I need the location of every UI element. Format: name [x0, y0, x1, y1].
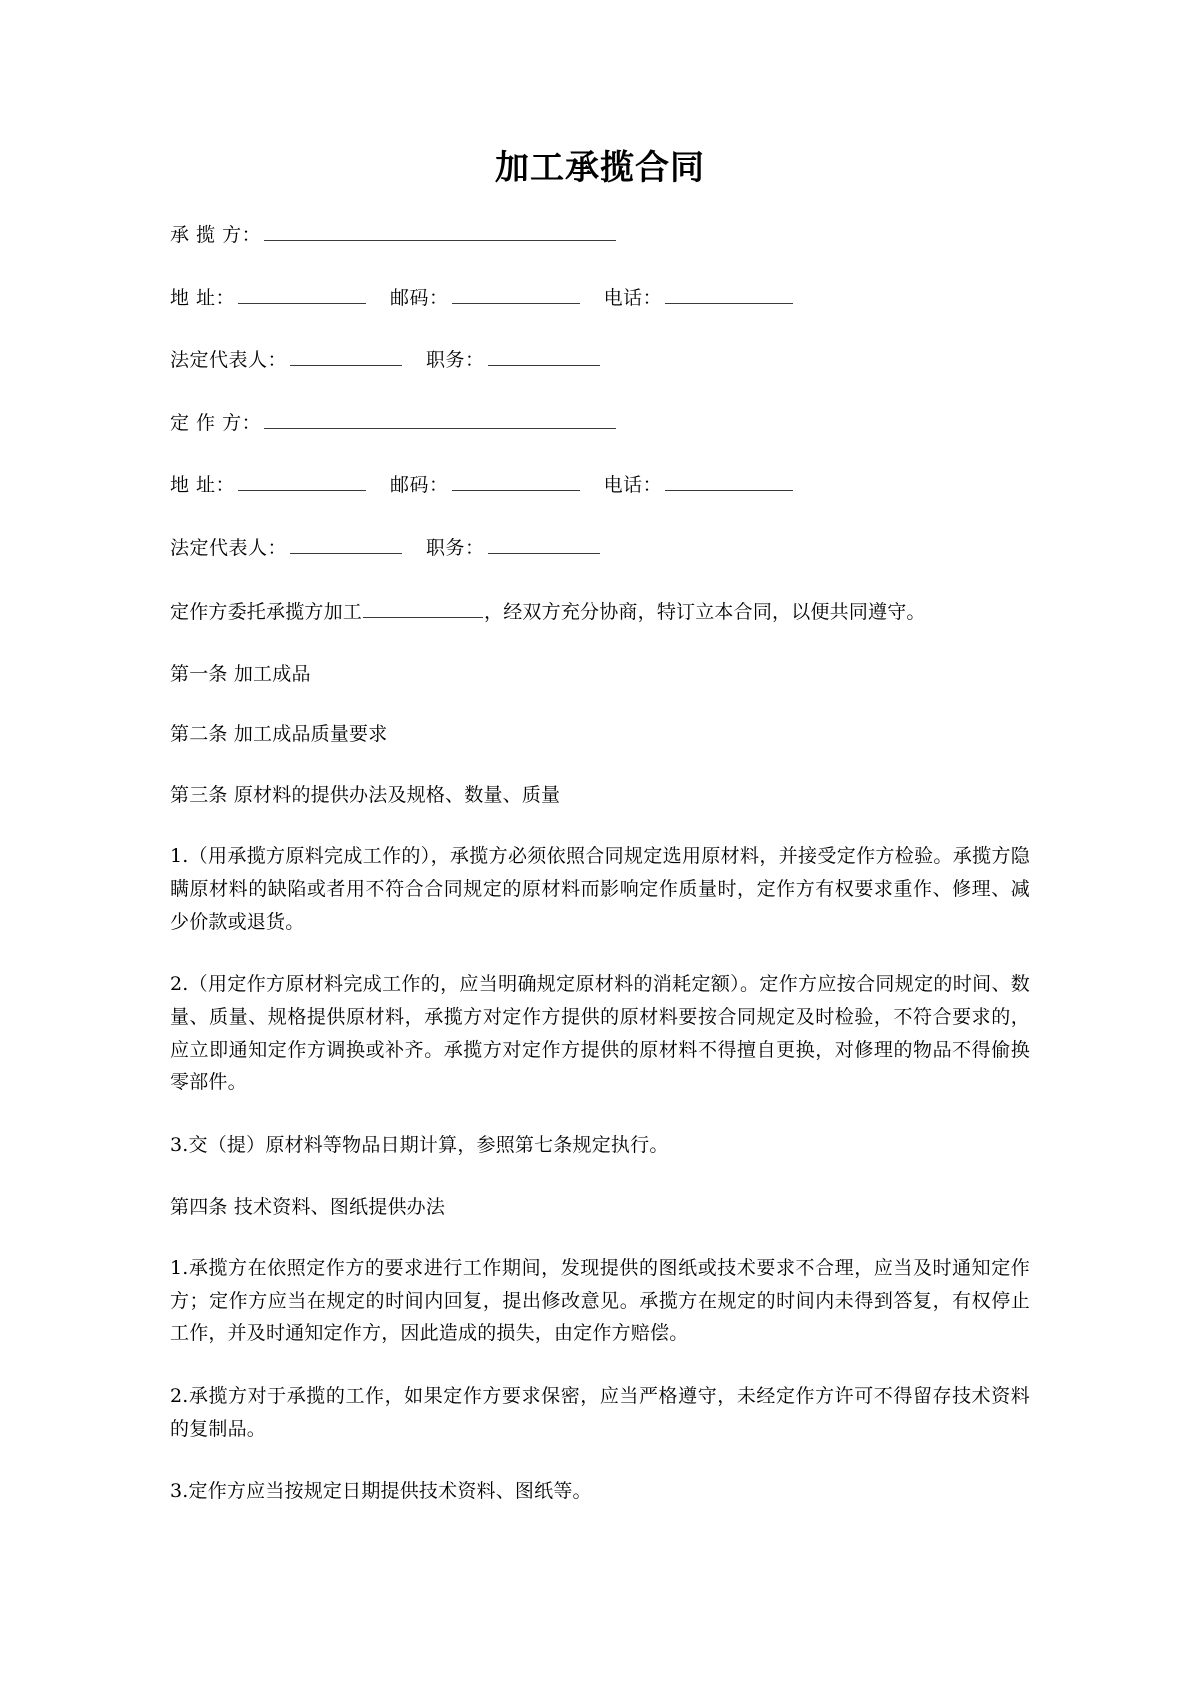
clause-3-item-2: 2.（用定作方原材料完成工作的，应当明确规定原材料的消耗定额）。定作方应按合同规定的时间、数量、质量、规格提供原材料，承揽方对定作方提供的原材料要按合同规定及时检验，不符合要求的，应立即通知定作方调换或补齐。承揽方对定作方提供的原材料不得擅自更换，对修理的物品不得偷换零部件。: [170, 973, 1030, 1094]
clause-3-item-3: 3.交（提）原材料等物品日期计算，参照第七条规定执行。: [170, 1133, 669, 1156]
contractor-name-label: 承 揽 方：: [170, 224, 262, 247]
orderer-phone-label: 电话：: [603, 474, 663, 497]
contractor-contact-row: [170, 284, 1030, 313]
clause-heading-1: 第一条 加工成品: [170, 663, 311, 686]
orderer-name-row: [170, 409, 1030, 438]
orderer-position-blank[interactable]: [488, 536, 600, 554]
preamble-after-blank: ，经双方充分协商，特订立本合同，以便共同遵守。: [484, 601, 926, 624]
clause-heading-4: 第四条 技术资料、图纸提供办法: [170, 1195, 446, 1218]
clause-heading-2: 第二条 加工成品质量要求: [170, 723, 388, 746]
contractor-name-row: [170, 221, 1030, 250]
contractor-phone-label: 电话：: [603, 286, 663, 309]
preamble-before-blank: 定作方委托承揽方加工: [170, 601, 363, 624]
contractor-position-blank[interactable]: [488, 348, 600, 366]
orderer-address-blank[interactable]: [238, 473, 366, 491]
contractor-postcode-blank[interactable]: [452, 286, 580, 304]
orderer-name-blank[interactable]: [264, 411, 616, 429]
clause-4-item-2: 2.承揽方对于承揽的工作，如果定作方要求保密，应当严格遵守，未经定作方许可不得留存技术资料的复制品。: [170, 1385, 1030, 1440]
contractor-address-label: 地 址：: [170, 286, 236, 309]
orderer-position-label: 职务：: [426, 536, 485, 559]
page-title: 加工承揽合同: [495, 148, 705, 188]
clause-heading-3: 第三条 原材料的提供办法及规格、数量、质量: [170, 783, 561, 806]
orderer-postcode-label: 邮码：: [390, 474, 449, 497]
orderer-legal-rep-label: 法定代表人：: [170, 536, 288, 559]
clause-3-item-1: 1.（用承揽方原料完成工作的），承揽方必须依照合同规定选用原材料，并接受定作方检验。承揽方隐瞒原材料的缺陷或者用不符合合同规定的原材料而影响定作质量时，定作方有权要求重作、修理、减少价款或退货。: [170, 845, 1030, 933]
contractor-legal-row: [170, 346, 1030, 375]
orderer-contact-row: [170, 471, 1030, 500]
orderer-legal-rep-blank[interactable]: [290, 536, 402, 554]
contractor-legal-rep-label: 法定代表人：: [170, 349, 288, 372]
orderer-legal-row: [170, 534, 1030, 563]
contractor-position-label: 职务：: [426, 349, 485, 372]
orderer-phone-blank[interactable]: [665, 473, 793, 491]
contractor-postcode-label: 邮码：: [390, 286, 449, 309]
clause-4-item-3: 3.定作方应当按规定日期提供技术资料、图纸等。: [170, 1480, 592, 1503]
orderer-postcode-blank[interactable]: [452, 473, 580, 491]
contractor-phone-blank[interactable]: [665, 286, 793, 304]
preamble-blank[interactable]: [363, 600, 483, 618]
contractor-legal-rep-blank[interactable]: [290, 348, 402, 366]
preamble-paragraph: [170, 596, 1030, 629]
contractor-address-blank[interactable]: [238, 286, 366, 304]
contractor-name-blank[interactable]: [264, 223, 616, 241]
orderer-address-label: 地 址：: [170, 474, 236, 497]
orderer-name-label: 定 作 方：: [170, 411, 262, 434]
clause-4-item-1: 1.承揽方在依照定作方的要求进行工作期间，发现提供的图纸或技术要求不合理，应当及时通知定作方；定作方应当在规定的时间内回复，提出修改意见。承揽方在规定的时间内未得到答复，有权停止工作，并及时通知定作方，因此造成的损失，由定作方赔偿。: [170, 1257, 1030, 1345]
